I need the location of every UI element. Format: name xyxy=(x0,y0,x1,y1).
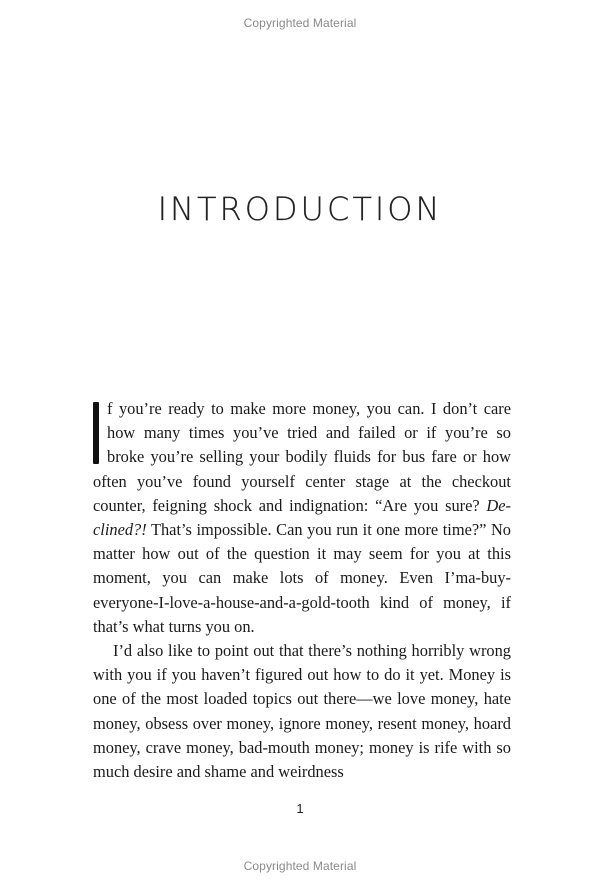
paragraph-1-opening xyxy=(93,397,511,470)
chapter-title: INTRODUCTION xyxy=(157,190,443,228)
body-text xyxy=(93,397,511,784)
copyright-watermark-bottom: Copyrighted Material xyxy=(243,859,357,873)
paragraph-1-text-b: That’s impossible. Can you run it one more time?” No matter how out of the question it may seem for you at this moment, you can make lots of money. Even I’ma-buy-everyone-I-love-a-house-and-a-gold-tooth kind of money, if that’s what turns you on. xyxy=(93,520,511,636)
page-number: 1 xyxy=(296,801,304,816)
paragraph-2: I’d also like to point out that there’s nothing horribly wrong with you if you haven’t figured out how to do it yet. Money is one of the most loaded topics out there—we love money, hate money, obsess over money, ignore money, resent money, hoard money, crave money, bad-mouth money; money is rife with so much desire and shame and weirdness xyxy=(93,641,511,782)
paragraph-1-line-2: how many times you’ve tried and failed or if you’re so xyxy=(107,423,511,443)
paragraph-1-continuation xyxy=(93,470,511,639)
paragraph-1-line-1: f you’re ready to make more money, you can. I don’t care xyxy=(107,399,511,418)
paragraph-1-text-a: often you’ve found yourself center stage at the checkout counter, feigning shock and indignation: “Are you sure? xyxy=(93,471,511,515)
paragraph-1-italic: De-clined?! xyxy=(93,495,511,540)
paragraph-1-line-3: broke you’re selling your bodily fluids for bus fare or how xyxy=(107,447,511,467)
copyright-watermark-top: Copyrighted Material xyxy=(243,16,357,30)
